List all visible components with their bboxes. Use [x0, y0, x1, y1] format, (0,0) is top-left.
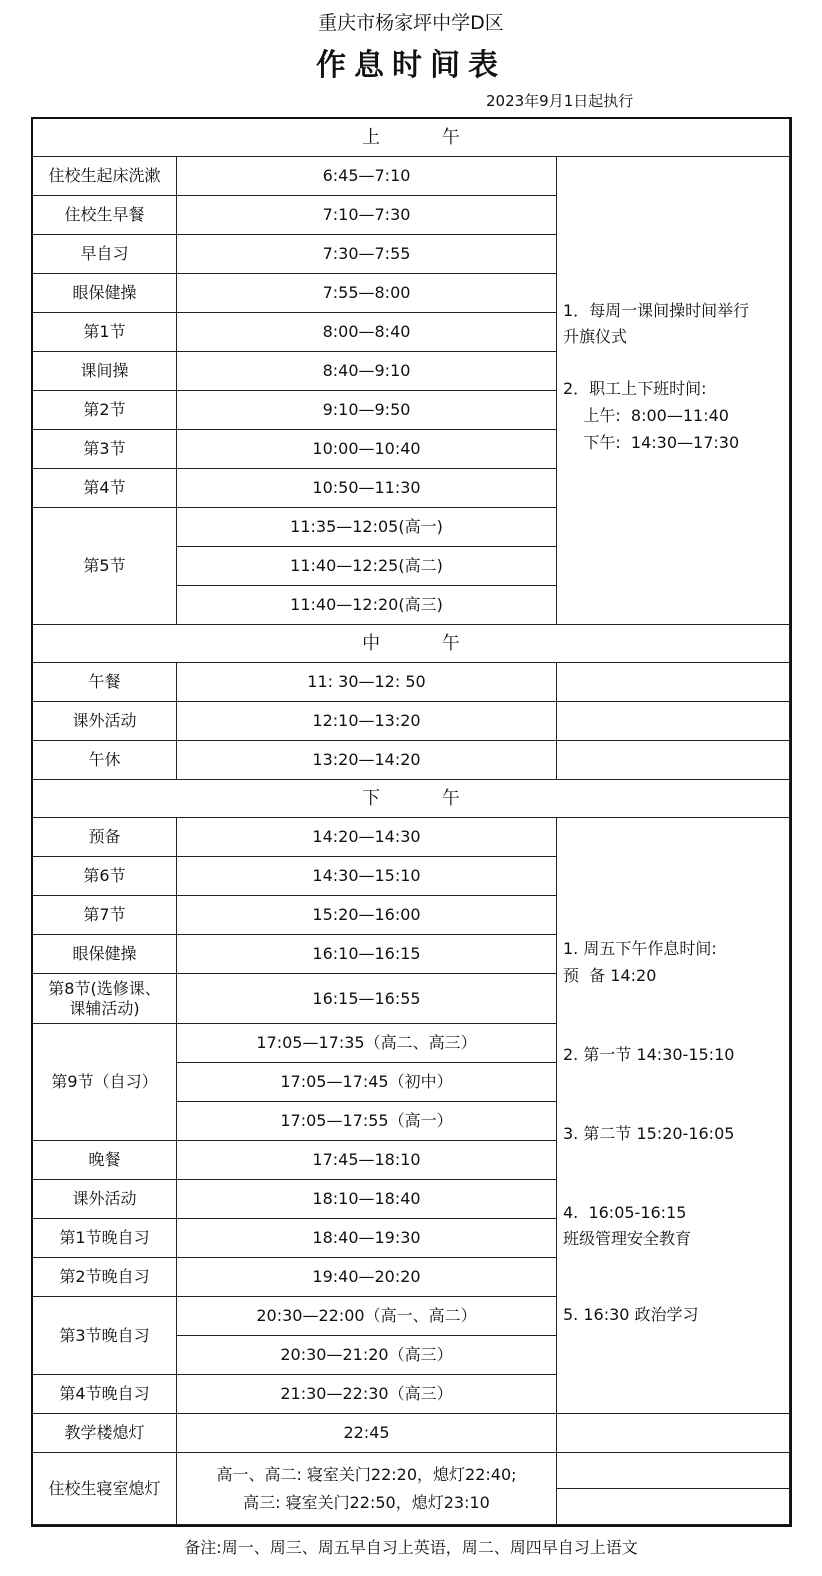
row-label: 住校生寝室熄灯 [33, 1453, 177, 1525]
blank-cell [557, 1453, 790, 1489]
note-line: 3. 第二节 15:20-16:05 [563, 1124, 735, 1143]
row-time: 8:00—8:40 [177, 313, 557, 352]
row-label: 第6节 [33, 857, 177, 896]
row-time: 9:10—9:50 [177, 391, 557, 430]
row-label: 住校生起床洗漱 [33, 157, 177, 196]
row-label: 预备 [33, 818, 177, 857]
note-line: 4. 16:05-16:15 [563, 1203, 687, 1222]
note-line: 2. 第一节 14:30-15:10 [563, 1045, 735, 1064]
row-time: 17:05—17:35（高二、高三） [177, 1024, 557, 1063]
row-time: 10:50—11:30 [177, 469, 557, 508]
row-label: 第7节 [33, 896, 177, 935]
row-time: 7:30—7:55 [177, 235, 557, 274]
blank-cell [557, 1414, 790, 1453]
row-time: 21:30—22:30（高三） [177, 1375, 557, 1414]
row-label: 眼保健操 [33, 274, 177, 313]
row-label: 第1节 [33, 313, 177, 352]
school-name: 重庆市杨家坪中学D区 [318, 12, 504, 34]
blank-cell [557, 741, 790, 780]
dorm-line: 高三: 寝室关门22:50，熄灯23:10 [243, 1492, 490, 1512]
row-label: 第9节（自习） [33, 1024, 177, 1141]
blank-cell [557, 663, 790, 702]
row-time: 7:10—7:30 [177, 196, 557, 235]
row-time: 14:20—14:30 [177, 818, 557, 857]
row-time: 20:30—21:20（高三） [177, 1336, 557, 1375]
row-time: 8:40—9:10 [177, 352, 557, 391]
row-time: 11: 30—12: 50 [177, 663, 557, 702]
row-label-line: 第8节(选修课、 [48, 978, 161, 998]
note-line: 1. 周五下午作息时间: [563, 939, 717, 958]
row-time: 15:20—16:00 [177, 896, 557, 935]
note-line: 1．每周一课间操时间举行 [563, 301, 750, 320]
row-label: 住校生早餐 [33, 196, 177, 235]
page-title: 作息时间表 [316, 48, 506, 83]
blank-cell [557, 702, 790, 741]
row-label: 晚餐 [33, 1141, 177, 1180]
row-time: 16:15—16:55 [177, 974, 557, 1024]
row-label: 早自习 [33, 235, 177, 274]
row-label: 第3节晚自习 [33, 1297, 177, 1375]
morning-notes [557, 157, 790, 625]
row-time: 18:40—19:30 [177, 1219, 557, 1258]
schedule-table [31, 117, 792, 1527]
note-line: 班级管理安全教育 [563, 1229, 692, 1248]
row-label: 第5节 [33, 508, 177, 625]
row-time: 13:20—14:20 [177, 741, 557, 780]
row-label: 第2节 [33, 391, 177, 430]
row-label: 第4节晚自习 [33, 1375, 177, 1414]
section-afternoon: 下 午 [33, 780, 790, 818]
row-time: 20:30—22:00（高一、高二） [177, 1297, 557, 1336]
row-label: 课外活动 [33, 1180, 177, 1219]
row-time: 18:10—18:40 [177, 1180, 557, 1219]
row-label: 课间操 [33, 352, 177, 391]
row-time: 11:40—12:20(高三) [177, 586, 557, 625]
row-time: 6:45—7:10 [177, 157, 557, 196]
section-morning: 上 午 [33, 119, 790, 157]
row-time: 12:10—13:20 [177, 702, 557, 741]
row-label: 眼保健操 [33, 935, 177, 974]
row-time: 11:40—12:25(高二) [177, 547, 557, 586]
blank-cell [557, 1489, 790, 1525]
row-time: 14:30—15:10 [177, 857, 557, 896]
note-line: 升旗仪式 [563, 327, 628, 346]
note-line: 2．职工上下班时间: [563, 379, 707, 398]
row-time: 10:00—10:40 [177, 430, 557, 469]
row-label: 午休 [33, 741, 177, 780]
note-line: 上午: 8:00—11:40 [563, 406, 729, 425]
afternoon-notes [557, 818, 790, 1414]
row-time: 17:05—17:45（初中） [177, 1063, 557, 1102]
row-time: 19:40—20:20 [177, 1258, 557, 1297]
effective-date: 2023年9月1日起执行 [486, 92, 634, 110]
section-noon: 中 午 [33, 625, 790, 663]
row-label: 第3节 [33, 430, 177, 469]
row-time: 11:35—12:05(高一) [177, 508, 557, 547]
row-label-line: 课辅活动) [69, 998, 140, 1018]
row-label: 午餐 [33, 663, 177, 702]
footer-remark: 备注:周一、周三、周五早自习上英语，周二、周四早自习上语文 [184, 1538, 638, 1557]
row-time [177, 1453, 557, 1525]
row-time: 7:55—8:00 [177, 274, 557, 313]
row-time: 22:45 [177, 1414, 557, 1453]
row-label: 第4节 [33, 469, 177, 508]
note-line: 5. 16:30 政治学习 [563, 1305, 699, 1324]
note-line: 下午: 14:30—17:30 [563, 433, 740, 452]
row-time: 16:10—16:15 [177, 935, 557, 974]
row-time: 17:45—18:10 [177, 1141, 557, 1180]
dorm-line: 高一、高二: 寝室关门22:20，熄灯22:40; [216, 1464, 517, 1484]
row-label [33, 974, 177, 1024]
row-label: 课外活动 [33, 702, 177, 741]
row-label: 教学楼熄灯 [33, 1414, 177, 1453]
row-label: 第2节晚自习 [33, 1258, 177, 1297]
row-time: 17:05—17:55（高一） [177, 1102, 557, 1141]
row-label: 第1节晚自习 [33, 1219, 177, 1258]
note-line: 预 备 14:20 [563, 966, 657, 985]
